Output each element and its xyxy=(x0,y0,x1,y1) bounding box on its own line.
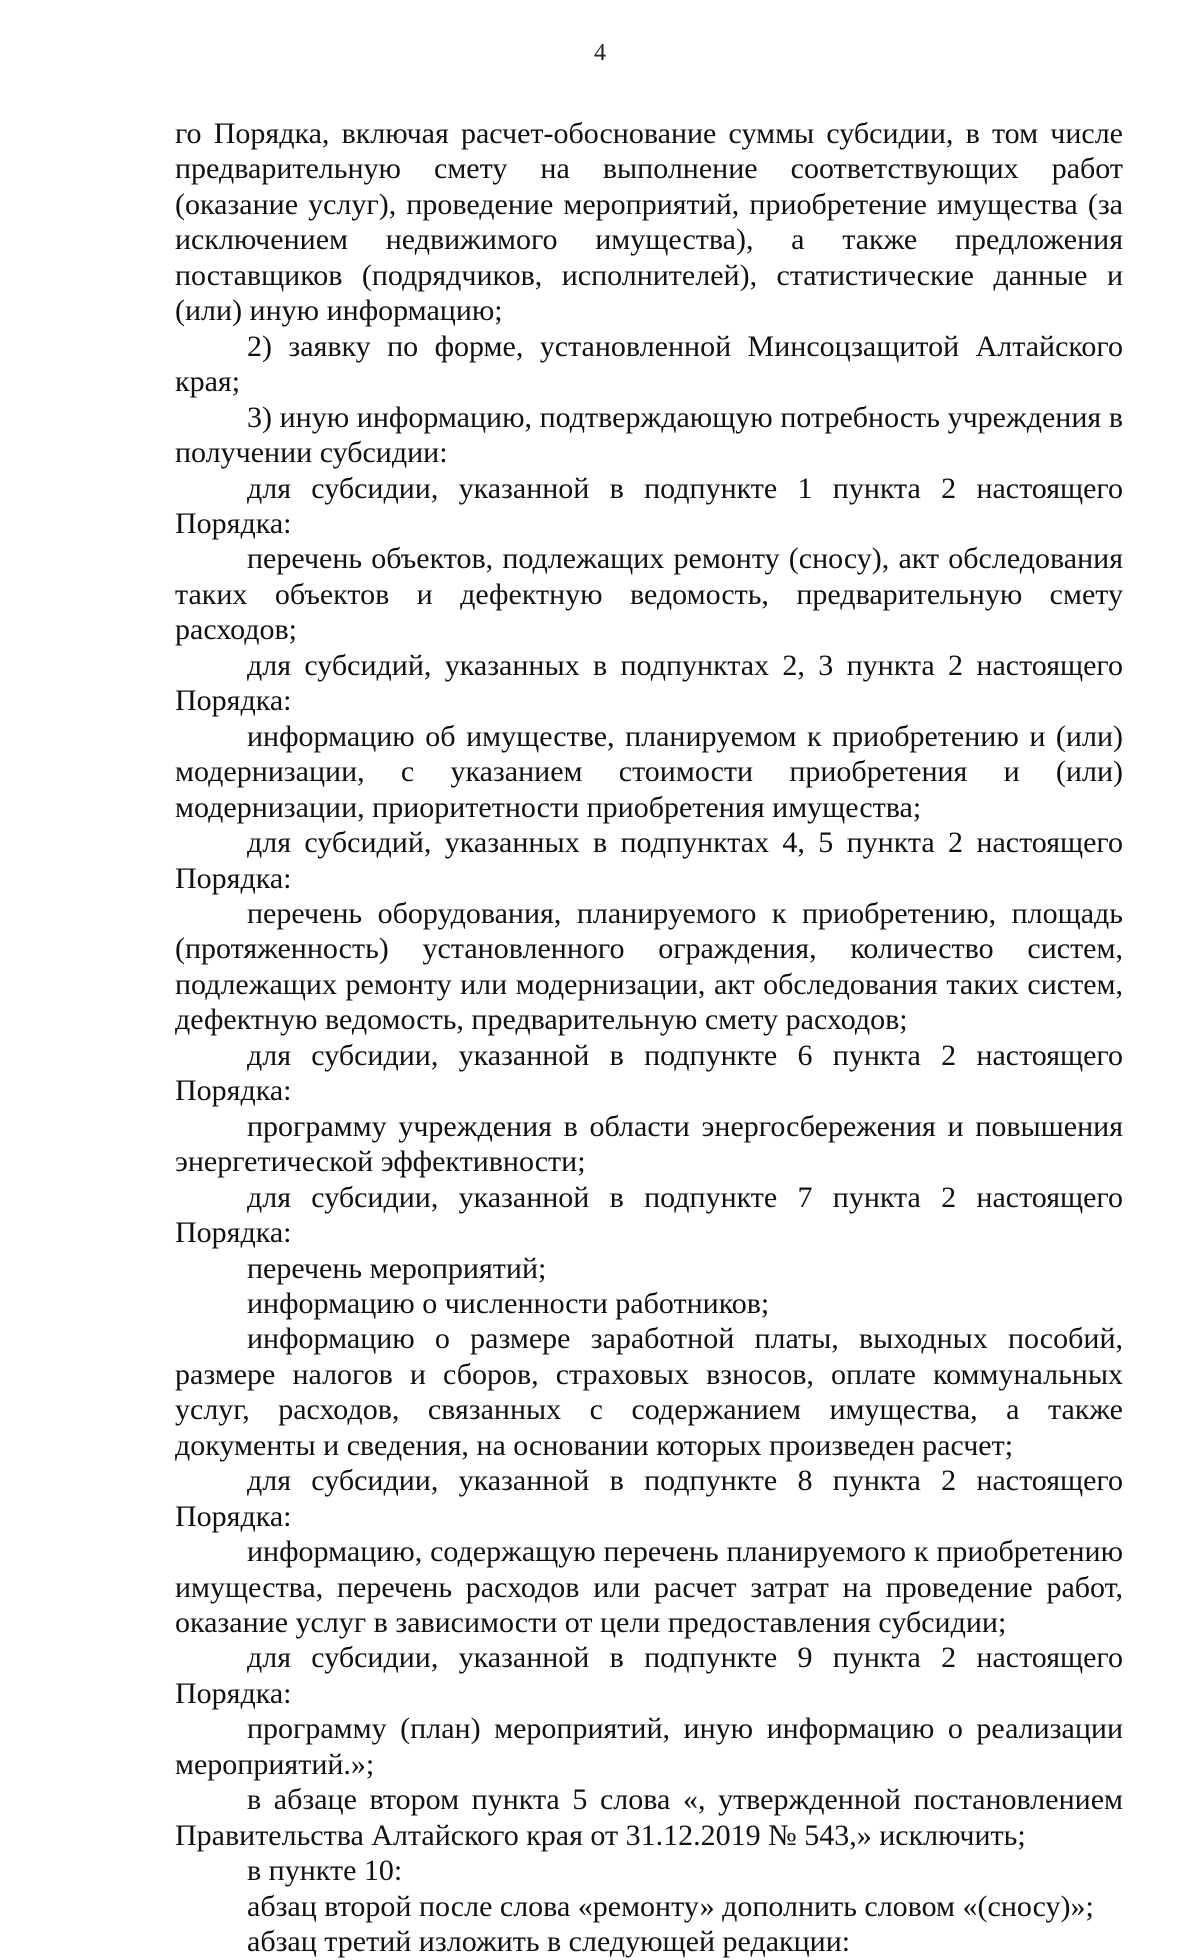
paragraph: для субсидии, указанной в подпункте 9 пункта 2 настоящего Порядка: xyxy=(175,1641,1123,1710)
paragraph: для субсидий, указанных в подпунктах 2, 3 пункта 2 настоящего Порядка: xyxy=(175,648,1123,718)
paragraph: для субсидии, указанной в подпункте 6 пункта 2 настоящего Порядка: xyxy=(175,1038,1123,1108)
paragraph: го Порядка, включая расчет-обоснование суммы субсидии, в том числе предварительную смету на выполнение соответствующих работ (оказание услуг), проведение мероприятий, приобретение имущества (за исключением недвижимого имущества), а также предложения поставщиков (подрядчиков, исполнителей), статистические данные и (или) иную информацию; xyxy=(175,117,1123,328)
paragraph: перечень объектов, подлежащих ремонту (сносу), акт обследования таких объектов и дефектную ведомость, предварительную смету расходов; xyxy=(175,542,1123,647)
paragraph: для субсидий, указанных в подпунктах 4, 5 пункта 2 настоящего Порядка: xyxy=(175,826,1123,895)
paragraph: для субсидии, указанной в подпункте 8 пункта 2 настоящего Порядка: xyxy=(175,1464,1123,1533)
paragraph: программу учреждения в области энергосбережения и повышения энергетической эффективности; xyxy=(175,1109,1123,1179)
paragraph: перечень оборудования, планируемого к приобретению, площадь (протяженность) установленного ограждения, количество систем, подлежащих ремонту или модернизации, акт обследования таких систем, дефектную ведомость, предварительную смету расходов; xyxy=(175,896,1123,1037)
paragraph: информацию, содержащую перечень планируемого к приобретению имущества, перечень расходов или расчет затрат на проведение работ, оказание услуг в зависимости от цели предоставления субсидии; xyxy=(175,1535,1123,1640)
paragraph: 3) иную информацию, подтверждающую потребность учреждения в получении субсидии: xyxy=(175,400,1123,470)
paragraph: абзац третий изложить в следующей редакции: xyxy=(247,1925,851,1959)
paragraph: программу (план) мероприятий, иную информацию о реализации мероприятий.»; xyxy=(175,1712,1123,1781)
paragraph: для субсидии, указанной в подпункте 7 пункта 2 настоящего Порядка: xyxy=(175,1180,1123,1250)
paragraph: в абзаце втором пункта 5 слова «, утвержденной постановлением Правительства Алтайского края от 31.12.2019 № 543,» исключить; xyxy=(175,1783,1123,1852)
paragraph: информацию о численности работников; xyxy=(247,1286,770,1320)
body-text xyxy=(175,116,1123,1960)
paragraph: информацию о размере заработной платы, выходных пособий, размере налогов и сборов, страховых взносов, оплате коммунальных услуг, расходов, связанных с содержанием имущества, а также документы и сведения, на основании которых произведен расчет; xyxy=(175,1322,1123,1462)
page-number: 4 xyxy=(594,40,606,66)
paragraph: для субсидии, указанной в подпункте 1 пункта 2 настоящего Порядка: xyxy=(175,471,1123,540)
paragraph: 2) заявку по форме, установленной Минсоцзащитой Алтайского края; xyxy=(175,329,1123,399)
paragraph: абзац второй после слова «ремонту» дополнить словом «(сносу)»; xyxy=(247,1889,1094,1923)
paragraph: информацию об имуществе, планируемом к приобретению и (или) модернизации, с указанием стоимости приобретения и (или) модернизации, приоритетности приобретения имущества; xyxy=(175,719,1123,824)
paragraph: перечень мероприятий; xyxy=(247,1251,547,1285)
paragraph: в пункте 10: xyxy=(247,1854,403,1888)
